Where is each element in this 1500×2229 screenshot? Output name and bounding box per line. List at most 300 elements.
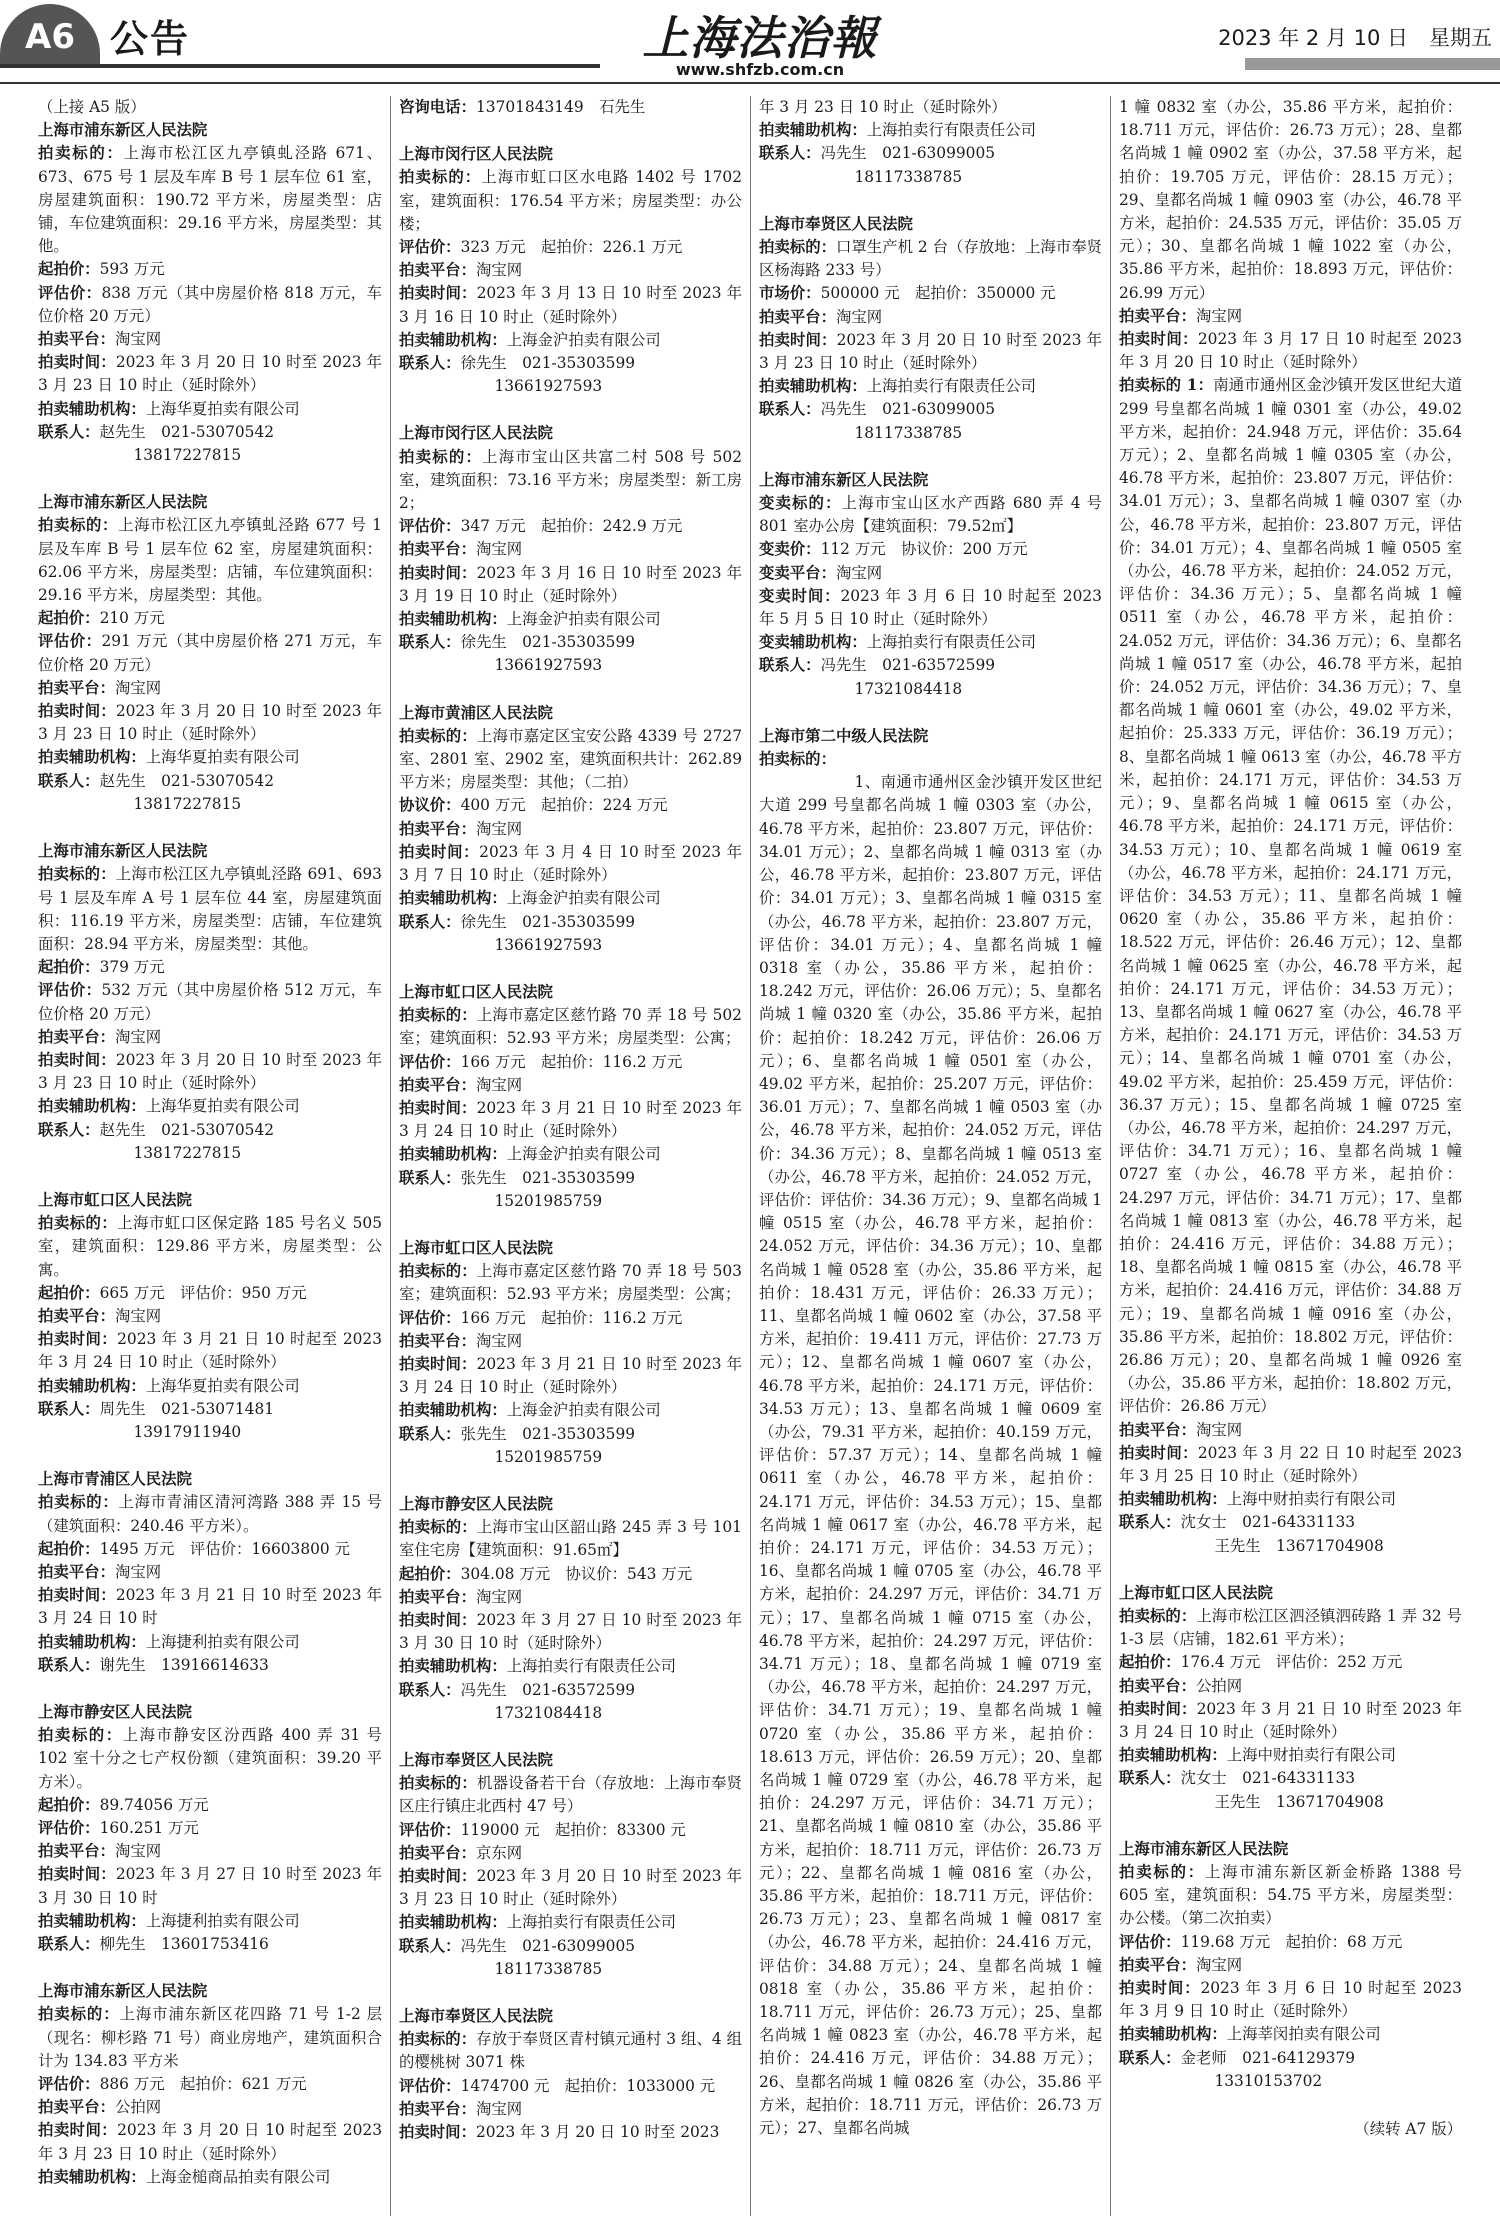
field-value: 上海捷利拍卖有限公司 (145, 1632, 300, 1651)
field-label: 评估价： (399, 1820, 461, 1839)
field-value: 上海市青浦区清河湾路 388 弄 15 号（建筑面积：240.46 平方米）。 (38, 1493, 382, 1535)
field-value: 119.68 万元 起拍价：68 万元 (1180, 1932, 1403, 1951)
field-label: 拍卖辅助机构： (399, 1913, 507, 1932)
field-label: 起拍价： (38, 958, 100, 977)
field-value: 存放于奉贤区青村镇元通村 3 组、4 组的樱桃树 3071 株 (399, 2030, 742, 2072)
field-value: 淘宝网 (114, 1842, 162, 1861)
court-name: 上海市闵行区人民法院 (399, 424, 553, 443)
auction-notice (399, 981, 742, 1213)
field-label: 变卖时间： (759, 586, 841, 605)
field-label: 拍卖辅助机构： (399, 330, 507, 349)
notice-field (38, 1794, 382, 1817)
field-label: 拍卖标的： (399, 447, 483, 466)
field-label: 拍卖时间： (399, 563, 477, 582)
field-value: 上海市虹口区保定路 185 号名义 505 室，建筑面积：129.86 平方米，房屋类型：公寓。 (38, 1214, 382, 1279)
notice-field (399, 1772, 742, 1818)
field-value: 上海华夏拍卖有限公司 (145, 1376, 300, 1395)
continued-text: 1 幢 0832 室（办公，35.86 平方米，起拍价：18.711 万元，评估价：26.73 万元）；28、皇都名尚城 1 幢 0902 室（办公，37.58 平方米，起拍价：19.705 万元，评估价：28.15 万元）；29、皇都名尚城 1 幢 0903 室（办公，46.78 平方米，起拍价：24.535 万元，评估价：35.05 万元）；30、皇都名尚城 1 幢 1022 室（办公，35.86 平方米，起拍价：18.893 万元，评估价：26.99 万元） (1119, 98, 1462, 302)
field-label: 拍卖标的： (38, 865, 116, 884)
field-value: 沈女士 021-64331133 (1180, 1769, 1356, 1788)
notice-field (38, 1724, 382, 1794)
field-value: 15201985759 (494, 1191, 603, 1210)
notice-field (1119, 1767, 1462, 1790)
field-value: 上海华夏拍卖有限公司 (145, 748, 300, 767)
field-label: 拍卖时间： (399, 284, 477, 303)
notice-field (399, 934, 742, 957)
field-value: 2023 年 3 月 20 日 10 时至 2023 年 3 月 23 日 10 时止（延时除外） (38, 702, 382, 744)
field-label: 拍卖时间： (399, 1610, 477, 1629)
field-label: 拍卖标的： (399, 1006, 477, 1025)
court-name: 上海市浦东新区人民法院 (38, 121, 208, 140)
field-label: 起拍价： (399, 1564, 461, 1583)
notice-field (38, 956, 382, 979)
field-label: 拍卖标的： (38, 1493, 119, 1512)
field-label: 拍卖时间： (38, 2121, 118, 2140)
notice-field (1119, 1744, 1462, 1767)
auction-notice (399, 143, 742, 398)
field-label: 拍卖时间： (38, 1050, 116, 1069)
field-value: 上海中财拍卖行有限公司 (1226, 1746, 1397, 1765)
field-label: 拍卖辅助机构： (1119, 1490, 1227, 1509)
notice-field (399, 515, 742, 538)
field-label: 拍卖时间： (399, 2123, 476, 2142)
notice-field (759, 492, 1102, 538)
field-value: 谢先生 13916614633 (99, 1655, 269, 1674)
field-value: 上海市宝山区水产西路 680 弄 4 号 801 室办公房【建筑面积：79.52㎡】 (759, 494, 1102, 536)
notice-field (399, 1074, 742, 1097)
field-label: 联系人： (38, 1399, 100, 1418)
notice-field (399, 1865, 742, 1911)
notice-field (399, 1051, 742, 1074)
notice-field (759, 142, 1102, 165)
field-value: 13661927593 (494, 377, 603, 396)
notice-field (399, 1819, 742, 1842)
field-label: 评估价： (1119, 1932, 1181, 1951)
field-label: 协议价： (399, 796, 461, 815)
notice-field (399, 1679, 742, 1702)
auction-notice (399, 1237, 742, 1469)
field-value: 上海市松江区九亭镇虬泾路 677 号 1 层及车库 B 号 1 层车位 62 室，房屋建筑面积：62.06 平方米，房屋类型：店铺，车位建筑面积：29.16 平方米，房屋类型：其他。 (38, 516, 382, 605)
field-label: 起拍价： (38, 260, 100, 279)
notice-field (1119, 1977, 1462, 2023)
field-value: 上海金沪拍卖有限公司 (506, 1145, 661, 1164)
field-value: 160.251 万元 (99, 1819, 199, 1838)
field-value: 89.74056 万元 (99, 1795, 209, 1814)
column-3 (750, 96, 1110, 2216)
field-label: 拍卖标的： (399, 1262, 477, 1281)
field-label: 起拍价： (38, 1539, 100, 1558)
notice-field (759, 678, 1102, 701)
notice-field (38, 677, 382, 700)
court-name: 上海市虹口区人民法院 (399, 982, 553, 1001)
notice-field (38, 1375, 382, 1398)
notice-field (38, 746, 382, 769)
field-value: 沈女士 021-64331133 (1180, 1513, 1356, 1532)
notice-field (759, 585, 1102, 631)
field-label: 评估价： (399, 1052, 461, 1071)
notice-field (759, 748, 1102, 771)
field-label: 拍卖时间： (399, 1354, 477, 1373)
field-label: 拍卖平台： (399, 1587, 476, 1606)
notice-field (38, 1212, 382, 1282)
field-label: 拍卖标的： (759, 238, 836, 257)
field-value: 上海金沪拍卖有限公司 (506, 610, 661, 629)
notice-field (38, 1026, 382, 1049)
field-value: 665 万元 评估价：950 万元 (99, 1283, 307, 1302)
court-name: 上海市青浦区人民法院 (38, 1470, 192, 1489)
field-value: 金老师 021-64129379 (1180, 2048, 1356, 2067)
notice-field (38, 514, 382, 607)
field-value: 徐先生 021-35303599 (460, 354, 636, 373)
notice-field (399, 282, 742, 328)
court-name: 上海市浦东新区人民法院 (38, 493, 208, 512)
notice-field (399, 2028, 742, 2074)
field-value: 304.08 万元 协议价：543 万元 (460, 1564, 693, 1583)
field-label: 拍卖辅助机构： (759, 377, 867, 396)
field-value: 上海市松江区九亭镇虬泾路 671、673、675 号 1 层及车库 B 号 1 层车位 61 室，房屋建筑面积：190.72 平方米，房屋类型：店铺，车位建筑面积：29.16 平方米，房屋类型：其他。 (38, 144, 382, 256)
field-label: 变卖价： (759, 540, 821, 559)
notice-field (1119, 1675, 1462, 1698)
notice-field (1119, 1511, 1462, 1534)
field-value: 上海华夏拍卖有限公司 (145, 399, 300, 418)
field-label: 拍卖平台： (399, 1075, 476, 1094)
field-value: 淘宝网 (114, 678, 162, 697)
field-label: 评估价： (38, 283, 102, 302)
notice-field (399, 375, 742, 398)
notice-field (399, 166, 742, 236)
field-value: 210 万元 (99, 609, 165, 628)
notice-field (399, 329, 742, 352)
field-label: 拍卖标的： (399, 168, 482, 187)
field-label: 拍卖辅助机构： (1119, 2025, 1227, 2044)
notice-field (399, 1702, 742, 1725)
field-label: 起拍价： (38, 609, 100, 628)
notice-field (38, 1840, 382, 1863)
auction-notice (759, 725, 1102, 2140)
auction-notice (38, 840, 382, 1165)
field-value: 166 万元 起拍价：116.2 万元 (460, 1052, 683, 1071)
notice-field (399, 608, 742, 631)
field-value: 291 万元（其中房屋价格 271 万元，车位价格 20 万元） (38, 632, 382, 674)
field-label: 拍卖时间： (759, 330, 837, 349)
field-label: 拍卖辅助机构： (399, 889, 507, 908)
field-label: 联系人： (1119, 1513, 1181, 1532)
notice-field (1119, 374, 1462, 1418)
notice-field (399, 2121, 742, 2144)
notice-field (1119, 1651, 1462, 1674)
field-value: 2023 年 3 月 27 日 10 时至 2023 年 3 月 30 日 10 时 (38, 1865, 382, 1907)
field-value: 13661927593 (494, 935, 603, 954)
notice-field (399, 1842, 742, 1865)
field-value: 400 万元 起拍价：224 万元 (460, 796, 668, 815)
court-name: 上海市静安区人民法院 (399, 1494, 553, 1513)
field-value: 口罩生产机 2 台（存放地：上海市奉贤区杨海路 233 号） (759, 238, 1102, 280)
court-name: 上海市奉贤区人民法院 (399, 1751, 553, 1769)
field-label: 联系人： (38, 1935, 100, 1954)
field-value: 18117338785 (854, 423, 963, 442)
field-label: 拍卖标的： (399, 726, 477, 745)
field-label: 拍卖标的： (399, 1518, 477, 1537)
notice-field (399, 725, 742, 795)
notice-field (38, 700, 382, 746)
field-value: 淘宝网 (1195, 1420, 1243, 1439)
auction-notice (399, 702, 742, 957)
field-label: 拍卖标的： (38, 2005, 120, 2024)
field-value: 上海拍卖行有限责任公司 (866, 121, 1037, 140)
field-label: 拍卖标的： (38, 1214, 118, 1233)
notice-field (399, 1423, 742, 1446)
field-value: 上海市松江区泗泾镇泗砖路 1 弄 32 号 1-3 层（店铺，182.61 平方米）； (1119, 1607, 1462, 1649)
field-label: 联系人： (759, 144, 821, 163)
field-label: 拍卖时间： (399, 1867, 477, 1886)
field-value: 2023 年 3 月 27 日 10 时至 2023 年 3 月 30 日 10 时（延时除外） (399, 1610, 742, 1653)
notice-field (399, 562, 742, 608)
field-value: 上海中财拍卖行有限公司 (1226, 1490, 1397, 1509)
field-label: 联系人： (399, 1168, 461, 1187)
notice-field (399, 352, 742, 375)
notice-field (399, 1307, 742, 1330)
field-label: 拍卖辅助机构： (38, 2167, 146, 2186)
field-label: 评估价： (399, 238, 461, 257)
field-value: 347 万元 起拍价：242.9 万元 (460, 517, 683, 536)
field-value: 淘宝网 (475, 1075, 523, 1094)
field-label: 联系人： (1119, 1769, 1181, 1788)
notice-field (38, 1095, 382, 1118)
notice-field (399, 1260, 742, 1306)
notice-field (38, 630, 382, 676)
field-value: 13701843149 石先生 (475, 98, 646, 116)
notice-field (1119, 1931, 1462, 1954)
notice-field (38, 142, 382, 258)
notice-field (399, 2075, 742, 2098)
field-value: 冯先生 021-63572599 (460, 1680, 636, 1699)
court-name: 上海市闵行区人民法院 (399, 145, 553, 164)
field-value: 上海市松江区九亭镇虬泾路 691、693 号 1 层及车库 A 号 1 层车位 44 室，房屋建筑面积：116.19 平方米，房屋类型：店铺，车位建筑面积：28.94 平方米，房屋类型：其他。 (38, 865, 382, 953)
notice-field (1119, 1488, 1462, 1511)
notice-field (399, 1935, 742, 1958)
field-label: 拍卖标的： (38, 1726, 123, 1745)
field-label: 联系人： (38, 1120, 100, 1139)
notice-field (759, 119, 1102, 142)
court-name: 上海市黄浦区人民法院 (399, 703, 553, 722)
field-label: 拍卖辅助机构： (38, 1632, 146, 1651)
field-value: 上海市宝山区韶山路 245 弄 3 号 101 室住宅房【建筑面积：91.65㎡】 (399, 1518, 742, 1560)
auction-notice (38, 1980, 382, 2189)
field-value: 上海金沪拍卖有限公司 (506, 330, 661, 349)
field-value: 淘宝网 (475, 540, 523, 559)
field-label: 市场价： (759, 284, 821, 303)
notice-field (399, 1353, 742, 1399)
field-label: 拍卖时间： (1119, 1699, 1197, 1718)
field-value: 2023 年 3 月 20 日 10 时至 2023 (475, 2123, 720, 2142)
field-label: 拍卖辅助机构： (38, 1911, 146, 1930)
notice-field (38, 1654, 382, 1677)
notice-field (1119, 1442, 1462, 1488)
field-value: 淘宝网 (114, 1306, 162, 1325)
field-value: 赵先生 021-53070542 (99, 771, 275, 790)
field-label: 拍卖平台： (399, 261, 476, 280)
field-value: 2023 年 3 月 4 日 10 时至 2023 年 3 月 7 日 10 时止（延时除外） (399, 842, 742, 885)
header-rule-right (1245, 58, 1500, 70)
field-label: 联系人： (399, 1424, 461, 1443)
field-value: 1、南通市通州区金沙镇开发区世纪大道 299 号皇都名尚城 1 幢 0303 室（办公，46.78 平方米，起拍价：23.807 万元，评估价：34.01 万元）；2、皇都名尚城 1 幢 0313 室（办公，46.78 平方米，起拍价：23.807 万元，评估价：34.01 万元）；3、皇都名尚城 1 幢 0315 室（办公，46.78 平方米，起拍价：23.807 万元，评估价：34.01 万元）；4、皇都名尚城 1 幢 0318 室（办公，35.86 平方米，起拍价：18.242 万元，评估价：26.06 万元）；5、皇都名尚城 1 幢 0320 室（办公，35.86 平方米，起拍价：起拍价：18.242 万元，评估价：26.06 万元）；6、皇都名尚城 1 幢 0501 室（办公，49.02 平方米，起拍价：25.207 万元，评估价：36.01 万元）；7、皇都名尚城 1 幢 0503 室（办公，46.78 平方米，起拍价：24.052 万元，评估价：34.36 万元）；8、皇都名尚城 1 幢 0513 室（办公，46.78 平方米，起拍价：24.052 万元，评估价：评估价：34.36 万元）；9、皇都名尚城 1 幢 0515 室（办公，46.78 平方米，起拍价：24.052 万元，评估价：34.36 万元）；10、皇都名尚城 1 幢 0528 室（办公，35.86 平方米，起拍价：18.431 万元，评估价：26.33 万元）；11、皇都名尚城 1 幢 0602 室（办公，37.58 平方米，起拍价：19.411 万元，评估价：27.73 万元）；12、皇都名尚城 1 幢 0607 室（办公，46.78 平方米，起拍价：24.171 万元，评估价：34.53 万元）；13、皇都名尚城 1 幢 0609 室（办公，79.31 平方米，起拍价：40.159 万元，评估价：57.37 万元）；14、皇都名尚城 1 幢 0611 室（办公，46.78 平方米，起拍价：24.171 万元，评估价：34.53 万元）；15、皇都名尚城 1 幢 0617 室（办公，46.78 平方米，起拍价：24.171 万元，评估价：34.53 万元）；16、皇都名尚城 1 幢 0705 室（办公，46.78 平方米，起拍价：24.297 万元，评估价：34.71 万元）；17、皇都名尚城 1 幢 0715 室（办公，46.78 平方米，起拍价：24.297 万元，评估价：34.71 万元）；18、皇都名尚城 1 幢 0719 室（办公，46.78 平方米，起拍价：24.297 万元，评估价：34.71 万元）；19、皇都名尚城 1 幢 0720 室（办公，35.86 平方米，起拍价：18.613 万元，评估价：26.59 万元）；20、皇都名尚城 1 幢 0729 室（办公，46.78 平方米，起拍价：24.297 万元，评估价：34.71 万元）；21、皇都名尚城 1 幢 0810 室（办公，35.86 平方米，起拍价：18.711 万元，评估价：26.73 万元）；22、皇都名尚城 1 幢 0816 室（办公，35.86 平方米，起拍价：18.711 万元，评估价：26.73 万元）；23、皇都名尚城 1 幢 0817 室（办公，46.78 平方米，起拍价：24.416 万元，评估价：34.88 万元）；24、皇都名尚城 1 幢 0818 室（办公，35.86 平方米，起拍价：18.711 万元，评估价：26.73 万元）；25、皇都名尚城 1 幢 0823 室（办公，46.78 平方米，起拍价：24.416 万元，评估价：34.88 万元）；26、皇都名尚城 1 幢 0826 室（办公，35.86 平方米，起拍价：18.711 万元，评估价：26.73 万元）；27、皇都名尚城 (759, 773, 1102, 2138)
notice-field (399, 1609, 742, 1655)
header-rule (0, 82, 1500, 84)
field-value: 119000 元 起拍价：83300 元 (460, 1820, 686, 1839)
notice-field (38, 1584, 382, 1630)
field-value: 淘宝网 (1195, 306, 1243, 325)
notice-field (759, 375, 1102, 398)
field-value: 2023 年 3 月 21 日 10 时至 2023 年 3 月 24 日 10 时止（延时除外） (399, 1098, 742, 1141)
field-value: 2023 年 3 月 16 日 10 时至 2023 年 3 月 19 日 10 时止（延时除外） (399, 563, 742, 605)
field-value: 公拍网 (114, 2098, 162, 2117)
auction-notice (759, 96, 1102, 189)
field-label: 联系人： (759, 656, 821, 675)
field-value: 上海拍卖行有限责任公司 (866, 633, 1037, 652)
notice-field (1119, 305, 1462, 328)
notice-field (1119, 1861, 1462, 1931)
notice-field (1119, 2047, 1462, 2070)
notice-field (38, 258, 382, 281)
field-label: 拍卖时间： (399, 1098, 477, 1117)
notice-field (38, 1119, 382, 1142)
notice-field (38, 1933, 382, 1956)
notice-field (1119, 2023, 1462, 2046)
notice-field (1119, 1698, 1462, 1744)
notice-field (399, 841, 742, 887)
field-value: 冯先生 021-63572599 (820, 656, 996, 675)
field-value: 赵先生 021-53070542 (99, 1120, 275, 1139)
court-name: 上海市静安区人民法院 (38, 1703, 192, 1721)
field-value: 18117338785 (494, 1959, 603, 1978)
notice-field (399, 911, 742, 934)
notice-field (38, 2073, 382, 2096)
field-value: 18117338785 (854, 167, 963, 186)
court-name: 上海市奉贤区人民法院 (399, 2007, 553, 2026)
field-label: 拍卖标的： (399, 1774, 477, 1793)
field-label: 联系人： (399, 354, 461, 373)
notice-field (399, 96, 742, 119)
field-value: 上海拍卖行有限责任公司 (506, 1657, 677, 1676)
notice-field (38, 328, 382, 351)
site-url: www.shfzb.com.cn (675, 60, 845, 79)
field-label: 变卖标的： (759, 494, 842, 513)
field-label: 评估价： (399, 1308, 461, 1327)
field-label: 拍卖辅助机构： (38, 748, 146, 767)
field-label: 联系人： (399, 912, 461, 931)
auction-notice (38, 96, 382, 467)
court-name: 上海市浦东新区人民法院 (759, 470, 929, 489)
notice-field (759, 538, 1102, 561)
field-label: 联系人： (38, 771, 100, 790)
field-value: 15201985759 (494, 1447, 603, 1466)
field-label: 拍卖时间： (38, 1330, 118, 1349)
field-label: 拍卖标的： (38, 516, 119, 535)
field-label: 拍卖平台： (759, 307, 836, 326)
notice-field (38, 1631, 382, 1654)
field-label: 联系人： (399, 1680, 461, 1699)
field-value: 南通市通州区金沙镇开发区世纪大道 299 号皇都名尚城 1 幢 0301 室（办公，49.02 平方米，起拍价：24.948 万元，评估价：35.64 万元）；2、皇都名尚城 1 幢 0305 室（办公，46.78 平方米，起拍价：23.807 万元，评估价：34.01 万元）；3、皇都名尚城 1 幢 0307 室（办公，46.78 平方米，起拍价：23.807 万元，评估价：34.01 万元）；4、皇都名尚城 1 幢 0505 室（办公，46.78 平方米，起拍价：24.052 万元，评估价：34.36 万元）；5、皇都名尚城 1 幢 0511 室（办公，46.78 平方米，起拍价：24.052 万元，评估价：34.36 万元）；6、皇都名尚城 1 幢 0517 室（办公，46.78 平方米，起拍价：24.052 万元，评估价：34.36 万元）；7、皇都名尚城 1 幢 0601 室（办公，49.02 平方米，起拍价：25.333 万元，评估价：36.19 万元）；8、皇都名尚城 1 幢 0613 室（办公，46.78 平方米，起拍价：24.171 万元，评估价：34.53 万元）；9、皇都名尚城 1 幢 0615 室（办公，46.78 平方米，起拍价：24.171 万元，评估价：34.53 万元）；10、皇都名尚城 1 幢 0619 室（办公，46.78 平方米，起拍价：24.171 万元，评估价：34.53 万元）；11、皇都名尚城 1 幢 0620 室（办公，35.86 平方米，起拍价：18.522 万元，评估价：26.46 万元）；12、皇都名尚城 1 幢 0625 室（办公，46.78 平方米，起拍价：24.171 万元，评估价：34.53 万元）；13、皇都名尚城 1 幢 0627 室（办公，46.78 平方米，起拍价：24.171 万元，评估价：34.53 万元）；14、皇都名尚城 1 幢 0701 室（办公，49.02 平方米，起拍价：25.459 万元，评估价：36.37 万元）；15、皇都名尚城 1 幢 0725 室（办公，46.78 平方米，起拍价：24.297 万元，评估价：34.71 万元）；16、皇都名尚城 1 幢 0727 室（办公，46.78 平方米，起拍价：24.297 万元，评估价：34.71 万元）；17、皇都名尚城 1 幢 0813 室（办公，46.78 平方米，起拍价：24.416 万元，评估价：34.88 万元）；18、皇都名尚城 1 幢 0815 室（办公，46.78 平方米，起拍价：24.416 万元，评估价：34.88 万元）；19、皇都名尚城 1 幢 0916 室（办公，35.86 平方米，起拍价：18.802 万元，评估价：26.86 万元）；20、皇都名尚城 1 幢 0926 室（办公，35.86 平方米，起拍价：18.802 万元，评估价：26.86 万元） (1119, 376, 1462, 1416)
field-label: 评估价： (399, 517, 461, 536)
field-value: 徐先生 021-35303599 (460, 912, 636, 931)
field-label: 拍卖辅助机构： (399, 610, 507, 629)
field-value: 2023 年 3 月 20 日 10 时至 2023 年 3 月 23 日 10 时止（延时除外） (399, 1867, 742, 1909)
field-label: 拍卖时间： (38, 1586, 116, 1605)
auction-notice (38, 491, 382, 816)
notice-field (399, 1958, 742, 1981)
field-value: 2023 年 3 月 6 日 10 时起至 2023 年 5 月 5 日 10 时止（延时除外） (759, 586, 1102, 629)
notice-field (759, 306, 1102, 329)
field-value: 2023 年 3 月 6 日 10 时起至 2023 年 3 月 9 日 10 时止（延时除外） (1119, 1979, 1462, 2021)
field-value: 上海市静安区汾西路 400 弄 31 号 102 室十分之七产权份额（建筑面积：39.20 平方米）。 (38, 1726, 382, 1791)
field-value: 淘宝网 (475, 1331, 523, 1350)
notice-field (1119, 1535, 1462, 1558)
field-value: 上海市虹口区水电路 1402 号 1702 室，建筑面积：176.54 平方米；房屋类型：办公楼； (399, 168, 742, 233)
continued-text: （上接 A5 版） (38, 98, 146, 116)
field-label: 拍卖辅助机构： (759, 121, 867, 140)
continued-note: （续转 A7 版） (1354, 2120, 1462, 2139)
auction-notice (399, 2005, 742, 2144)
notice-field (38, 1305, 382, 1328)
notice-field (399, 1190, 742, 1213)
notice-field (399, 794, 742, 817)
notice-field (38, 2119, 382, 2165)
field-value: 2023 年 3 月 22 日 10 时起至 2023 年 3 月 25 日 10 时止（延时除外） (1119, 1443, 1462, 1485)
field-label: 咨询电话： (399, 98, 476, 116)
field-label: 拍卖时间： (399, 842, 480, 861)
field-label: 拍卖辅助机构： (399, 1657, 507, 1676)
notice-field (399, 1586, 742, 1609)
field-label: 变卖辅助机构： (759, 633, 867, 652)
notice-field (399, 631, 742, 654)
notice-field (38, 2166, 382, 2189)
notice-field (399, 1563, 742, 1586)
field-value: 上海华夏拍卖有限公司 (145, 1097, 300, 1116)
notice-field (38, 793, 382, 816)
field-label: 评估价： (38, 2075, 100, 2094)
field-value: 13817227815 (133, 446, 242, 465)
notice-field (399, 1911, 742, 1934)
field-value: 上海市宝山区共富二村 508 号 502 室，建筑面积：73.16 平方米；房屋类型：新工房 2； (399, 447, 742, 513)
field-value: 532 万元（其中房屋价格 512 万元，车位价格 20 万元） (38, 981, 382, 1023)
field-value: 上海捷利拍卖有限公司 (145, 1911, 300, 1930)
field-label: 拍卖平台： (1119, 1676, 1196, 1695)
auction-notice (759, 469, 1102, 701)
auction-notice (399, 1749, 742, 1981)
field-value: 上海拍卖行有限责任公司 (506, 1913, 677, 1932)
notice-field (38, 1538, 382, 1561)
field-value: 张先生 021-35303599 (460, 1168, 636, 1187)
notice-field (38, 444, 382, 467)
field-label: 拍卖辅助机构： (399, 1401, 507, 1420)
notice-field (38, 282, 382, 328)
field-value: 淘宝网 (475, 261, 523, 280)
field-label: 评估价： (38, 632, 102, 651)
field-value: 上海拍卖行有限责任公司 (866, 377, 1037, 396)
field-label: 拍卖时间： (38, 702, 116, 721)
notice-field (38, 421, 382, 444)
field-label: 联系人： (38, 1655, 100, 1674)
field-label: 联系人： (759, 400, 821, 419)
notice-field (38, 979, 382, 1025)
field-label: 拍卖辅助机构： (399, 1145, 507, 1164)
field-label: 评估价： (38, 1819, 100, 1838)
field-label: 拍卖辅助机构： (1119, 1746, 1227, 1765)
notice-field (399, 2098, 742, 2121)
field-value: 上海金沪拍卖有限公司 (506, 889, 661, 908)
field-value: 13310153702 (1214, 2071, 1323, 2090)
field-label: 起拍价： (38, 1795, 100, 1814)
